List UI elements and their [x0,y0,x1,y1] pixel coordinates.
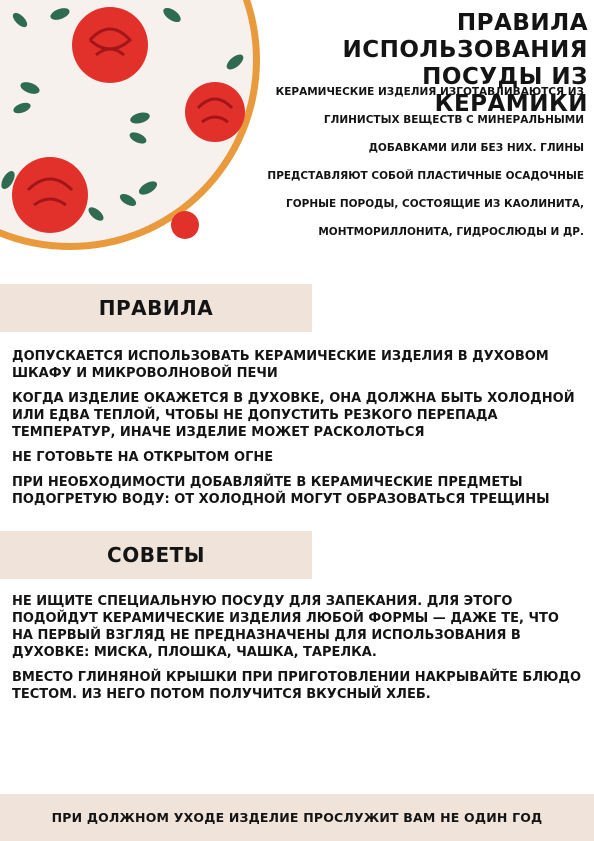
list-item: НЕ ИЩИТЕ СПЕЦИАЛЬНУЮ ПОСУДУ ДЛЯ ЗАПЕКАНИЯ. ДЛЯ ЭТОГО ПОДОЙДУТ КЕРАМИЧЕСКИЕ ИЗДЕЛИЯ ЛЮБОЙ ФОРМЫ — ДАЖЕ ТЕ, ЧТО НА ПЕРВЫЙ ВЗГЛЯД НЕ ПРЕДНАЗНАЧЕНЫ ДЛЯ ИСПОЛЬЗОВАНИЯ В ДУХОВКЕ: МИСКА, ПЛОШКА, ЧАШКА, ТАРЕЛКА. [12,594,559,660]
list-item: НЕ ГОТОВЬТЕ НА ОТКРЫТОМ ОГНЕ [12,450,274,465]
rose-plate-illustration [0,0,260,260]
footer-banner: ПРИ ДОЛЖНОМ УХОДЕ ИЗДЕЛИЕ ПРОСЛУЖИТ ВАМ НЕ ОДИН ГОД [0,794,594,841]
tips-list [12,593,584,711]
rose-icon [72,7,148,83]
rose-icon [12,157,88,233]
intro-text: КЕРАМИЧЕСКИЕ ИЗДЕЛИЯ ИЗГОТАВЛИВАЮТСЯ ИЗ ГЛИНИСТЫХ ВЕЩЕСТВ С МИНЕРАЛЬНЫМИ ДОБАВКАМИ ИЛИ БЕЗ НИХ. ГЛИНЫ ПРЕДСТАВЛЯЮТ СОБОЙ ПЛАСТИЧНЫЕ ОСАДОЧНЫЕ ГОРНЫЕ ПОРОДЫ, СОСТОЯЩИЕ ИЗ КАОЛИНИТА, МОНТМОРИЛЛОНИТА, ГИДРОСЛЮДЫ И ДР. [267,86,584,238]
rose-icon [185,82,245,142]
tips-heading: СОВЕТЫ [0,531,312,579]
list-item: ДОПУСКАЕТСЯ ИСПОЛЬЗОВАТЬ КЕРАМИЧЕСКИЕ ИЗДЕЛИЯ В ДУХОВОМ ШКАФУ И МИКРОВОЛНОВОЙ ПЕЧИ [12,349,549,381]
title-line-2: ПОСУДЫ ИЗ КЕРАМИКИ [422,64,588,117]
list-item: ВМЕСТО ГЛИНЯНОЙ КРЫШКИ ПРИ ПРИГОТОВЛЕНИИ НАКРЫВАЙТЕ БЛЮДО ТЕСТОМ. ИЗ НЕГО ПОТОМ ПОЛУЧИТСЯ ВКУСНЫЙ ХЛЕБ. [12,670,582,702]
rules-list [12,348,584,516]
title-line-1: ПРАВИЛА ИСПОЛЬЗОВАНИЯ [342,10,588,63]
list-item: КОГДА ИЗДЕЛИЕ ОКАЖЕТСЯ В ДУХОВКЕ, ОНА ДОЛЖНА БЫТЬ ХОЛОДНОЙ ИЛИ ЕДВА ТЕПЛОЙ, ЧТОБЫ НЕ ДОПУСТИТЬ РЕЗКОГО ПЕРЕПАДА ТЕМПЕРАТУР, ИНАЧЕ ИЗДЕЛИЕ МОЖЕТ РАСКОЛОТЬСЯ [12,391,575,440]
rules-heading: ПРАВИЛА [0,284,312,332]
rose-icon [171,211,199,239]
list-item: ПРИ НЕОБХОДИМОСТИ ДОБАВЛЯЙТЕ В КЕРАМИЧЕСКИЕ ПРЕДМЕТЫ ПОДОГРЕТУЮ ВОДУ: ОТ ХОЛОДНОЙ МОГУТ ОБРАЗОВАТЬСЯ ТРЕЩИНЫ [12,475,550,507]
